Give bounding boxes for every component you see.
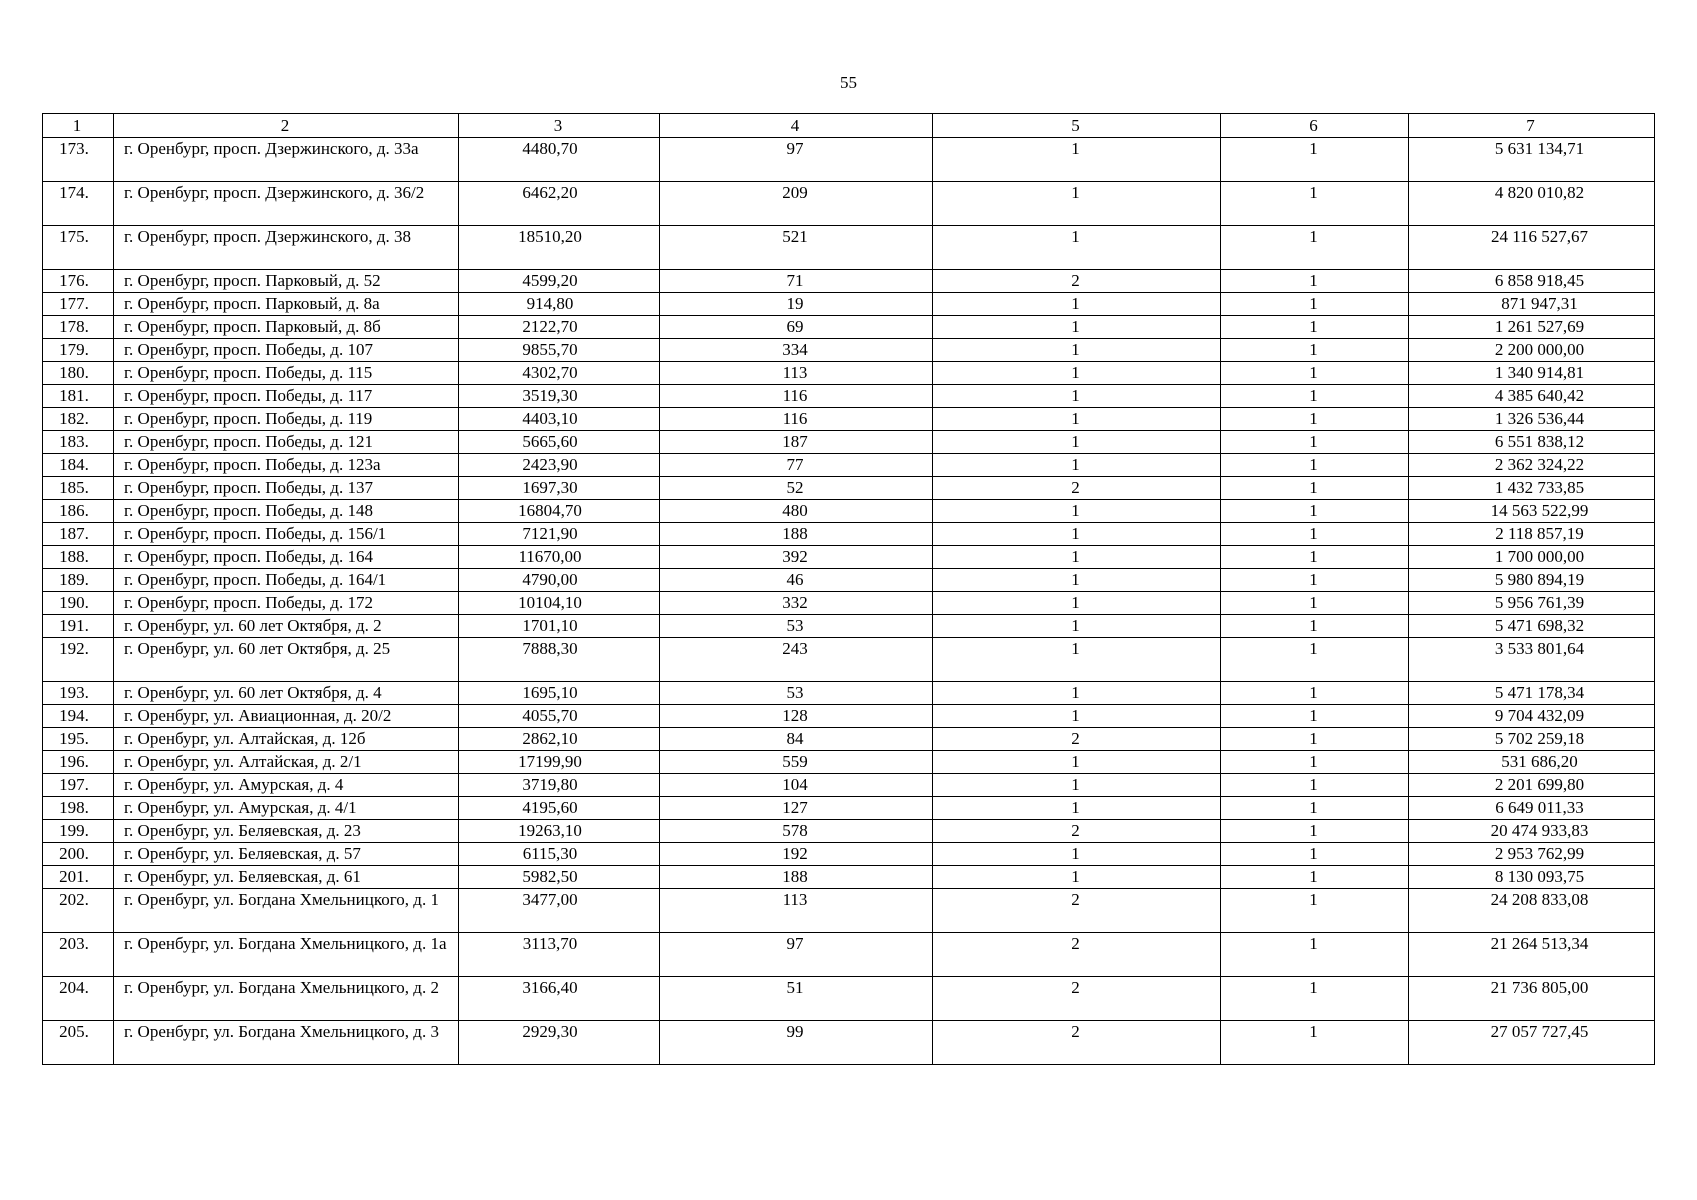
- residents-cell: 53: [660, 615, 933, 638]
- col6-cell: 1: [1221, 477, 1409, 500]
- address-cell: г. Оренбург, просп. Дзержинского, д. 38: [114, 226, 459, 270]
- table-row: [43, 638, 1655, 682]
- col5-cell: 2: [933, 1021, 1221, 1065]
- area-cell: 1695,10: [459, 682, 660, 705]
- col5-cell: 1: [933, 866, 1221, 889]
- residents-cell: 480: [660, 500, 933, 523]
- amount-cell: 531 686,20: [1409, 751, 1655, 774]
- residents-cell: 559: [660, 751, 933, 774]
- table-row: [43, 820, 1655, 843]
- table-row: [43, 138, 1655, 182]
- row-number-cell: 190.: [43, 592, 114, 615]
- table-row: [43, 889, 1655, 933]
- col6-cell: 1: [1221, 843, 1409, 866]
- address-cell: г. Оренбург, просп. Победы, д. 123а: [114, 454, 459, 477]
- address-cell: г. Оренбург, просп. Победы, д. 164/1: [114, 569, 459, 592]
- address-cell: г. Оренбург, просп. Победы, д. 117: [114, 385, 459, 408]
- table-row: [43, 316, 1655, 339]
- table-row: [43, 751, 1655, 774]
- residents-cell: 113: [660, 362, 933, 385]
- col6-cell: 1: [1221, 523, 1409, 546]
- table-row: [43, 431, 1655, 454]
- area-cell: 5665,60: [459, 431, 660, 454]
- amount-cell: 27 057 727,45: [1409, 1021, 1655, 1065]
- residents-cell: 243: [660, 638, 933, 682]
- address-cell: г. Оренбург, ул. 60 лет Октября, д. 4: [114, 682, 459, 705]
- table-row: [43, 293, 1655, 316]
- row-number-cell: 188.: [43, 546, 114, 569]
- col5-cell: 1: [933, 797, 1221, 820]
- col5-cell: 1: [933, 751, 1221, 774]
- table-row: [43, 615, 1655, 638]
- amount-cell: 5 631 134,71: [1409, 138, 1655, 182]
- amount-cell: 2 201 699,80: [1409, 774, 1655, 797]
- column-header: 7: [1409, 114, 1655, 138]
- col5-cell: 1: [933, 431, 1221, 454]
- residents-cell: 334: [660, 339, 933, 362]
- address-cell: г. Оренбург, ул. Богдана Хмельницкого, д. 3: [114, 1021, 459, 1065]
- residents-cell: 392: [660, 546, 933, 569]
- col5-cell: 1: [933, 454, 1221, 477]
- col5-cell: 1: [933, 138, 1221, 182]
- amount-cell: 6 649 011,33: [1409, 797, 1655, 820]
- address-cell: г. Оренбург, просп. Дзержинского, д. 36/2: [114, 182, 459, 226]
- row-number-cell: 181.: [43, 385, 114, 408]
- area-cell: 6462,20: [459, 182, 660, 226]
- table-row: [43, 682, 1655, 705]
- address-cell: г. Оренбург, просп. Победы, д. 137: [114, 477, 459, 500]
- col5-cell: 1: [933, 385, 1221, 408]
- row-number-cell: 185.: [43, 477, 114, 500]
- amount-cell: 9 704 432,09: [1409, 705, 1655, 728]
- area-cell: 19263,10: [459, 820, 660, 843]
- column-header: 5: [933, 114, 1221, 138]
- page-number: 55: [840, 73, 857, 92]
- residents-cell: 332: [660, 592, 933, 615]
- col5-cell: 2: [933, 977, 1221, 1021]
- residents-cell: 71: [660, 270, 933, 293]
- col5-cell: 1: [933, 592, 1221, 615]
- area-cell: 10104,10: [459, 592, 660, 615]
- address-cell: г. Оренбург, ул. 60 лет Октября, д. 2: [114, 615, 459, 638]
- table-row: [43, 843, 1655, 866]
- area-cell: 3113,70: [459, 933, 660, 977]
- table-row: [43, 977, 1655, 1021]
- col6-cell: 1: [1221, 774, 1409, 797]
- address-cell: г. Оренбург, просп. Дзержинского, д. 33а: [114, 138, 459, 182]
- area-cell: 7121,90: [459, 523, 660, 546]
- area-cell: 3166,40: [459, 977, 660, 1021]
- amount-cell: 5 702 259,18: [1409, 728, 1655, 751]
- address-cell: г. Оренбург, просп. Победы, д. 107: [114, 339, 459, 362]
- col6-cell: 1: [1221, 362, 1409, 385]
- col5-cell: 1: [933, 408, 1221, 431]
- table-row: [43, 728, 1655, 751]
- residents-cell: 116: [660, 385, 933, 408]
- row-number-cell: 191.: [43, 615, 114, 638]
- table-row: [43, 270, 1655, 293]
- col6-cell: 1: [1221, 889, 1409, 933]
- col6-cell: 1: [1221, 385, 1409, 408]
- amount-cell: 3 533 801,64: [1409, 638, 1655, 682]
- table-row: [43, 866, 1655, 889]
- residents-cell: 19: [660, 293, 933, 316]
- area-cell: 4195,60: [459, 797, 660, 820]
- row-number-cell: 180.: [43, 362, 114, 385]
- col6-cell: 1: [1221, 682, 1409, 705]
- row-number-cell: 187.: [43, 523, 114, 546]
- residents-cell: 127: [660, 797, 933, 820]
- row-number-cell: 199.: [43, 820, 114, 843]
- address-cell: г. Оренбург, просп. Победы, д. 115: [114, 362, 459, 385]
- address-cell: г. Оренбург, просп. Победы, д. 119: [114, 408, 459, 431]
- table-row: [43, 705, 1655, 728]
- row-number-cell: 203.: [43, 933, 114, 977]
- address-cell: г. Оренбург, ул. Алтайская, д. 12б: [114, 728, 459, 751]
- col5-cell: 1: [933, 293, 1221, 316]
- col5-cell: 2: [933, 270, 1221, 293]
- col5-cell: 2: [933, 477, 1221, 500]
- address-cell: г. Оренбург, ул. Авиационная, д. 20/2: [114, 705, 459, 728]
- address-cell: г. Оренбург, просп. Парковый, д. 52: [114, 270, 459, 293]
- area-cell: 1701,10: [459, 615, 660, 638]
- amount-cell: 871 947,31: [1409, 293, 1655, 316]
- address-cell: г. Оренбург, ул. 60 лет Октября, д. 25: [114, 638, 459, 682]
- area-cell: 2122,70: [459, 316, 660, 339]
- col6-cell: 1: [1221, 751, 1409, 774]
- residents-cell: 97: [660, 933, 933, 977]
- residents-cell: 51: [660, 977, 933, 1021]
- residents-cell: 77: [660, 454, 933, 477]
- address-cell: г. Оренбург, ул. Беляевская, д. 23: [114, 820, 459, 843]
- header-row: [43, 114, 1655, 138]
- column-header: 1: [43, 114, 114, 138]
- residents-cell: 84: [660, 728, 933, 751]
- table-row: [43, 774, 1655, 797]
- residents-cell: 188: [660, 866, 933, 889]
- residents-cell: 99: [660, 1021, 933, 1065]
- col6-cell: 1: [1221, 339, 1409, 362]
- residents-cell: 46: [660, 569, 933, 592]
- col6-cell: 1: [1221, 638, 1409, 682]
- row-number-cell: 176.: [43, 270, 114, 293]
- table-row: [43, 339, 1655, 362]
- amount-cell: 1 432 733,85: [1409, 477, 1655, 500]
- table-row: [43, 182, 1655, 226]
- amount-cell: 2 200 000,00: [1409, 339, 1655, 362]
- col5-cell: 1: [933, 569, 1221, 592]
- area-cell: 17199,90: [459, 751, 660, 774]
- amount-cell: 6 858 918,45: [1409, 270, 1655, 293]
- address-cell: г. Оренбург, просп. Парковый, д. 8б: [114, 316, 459, 339]
- col5-cell: 2: [933, 728, 1221, 751]
- area-cell: 4599,20: [459, 270, 660, 293]
- residents-cell: 69: [660, 316, 933, 339]
- col6-cell: 1: [1221, 138, 1409, 182]
- area-cell: 4302,70: [459, 362, 660, 385]
- area-cell: 4790,00: [459, 569, 660, 592]
- table-row: [43, 546, 1655, 569]
- col5-cell: 1: [933, 316, 1221, 339]
- table-body: [43, 138, 1655, 1065]
- row-number-cell: 194.: [43, 705, 114, 728]
- residents-cell: 104: [660, 774, 933, 797]
- row-number-cell: 204.: [43, 977, 114, 1021]
- area-cell: 3519,30: [459, 385, 660, 408]
- col5-cell: 1: [933, 843, 1221, 866]
- residents-cell: 187: [660, 431, 933, 454]
- area-cell: 2862,10: [459, 728, 660, 751]
- table-row: [43, 362, 1655, 385]
- col6-cell: 1: [1221, 408, 1409, 431]
- table-row: [43, 569, 1655, 592]
- table-row: [43, 500, 1655, 523]
- row-number-cell: 182.: [43, 408, 114, 431]
- col6-cell: 1: [1221, 270, 1409, 293]
- address-cell: г. Оренбург, просп. Победы, д. 164: [114, 546, 459, 569]
- amount-cell: 4 385 640,42: [1409, 385, 1655, 408]
- amount-cell: 24 116 527,67: [1409, 226, 1655, 270]
- col6-cell: 1: [1221, 977, 1409, 1021]
- row-number-cell: 186.: [43, 500, 114, 523]
- col6-cell: 1: [1221, 615, 1409, 638]
- residents-cell: 113: [660, 889, 933, 933]
- area-cell: 3719,80: [459, 774, 660, 797]
- residents-cell: 116: [660, 408, 933, 431]
- area-cell: 16804,70: [459, 500, 660, 523]
- column-header: 2: [114, 114, 459, 138]
- column-header: 3: [459, 114, 660, 138]
- area-cell: 2929,30: [459, 1021, 660, 1065]
- amount-cell: 8 130 093,75: [1409, 866, 1655, 889]
- area-cell: 914,80: [459, 293, 660, 316]
- col5-cell: 1: [933, 523, 1221, 546]
- col6-cell: 1: [1221, 500, 1409, 523]
- address-cell: г. Оренбург, просп. Победы, д. 121: [114, 431, 459, 454]
- residents-cell: 97: [660, 138, 933, 182]
- residents-cell: 521: [660, 226, 933, 270]
- residents-cell: 578: [660, 820, 933, 843]
- address-cell: г. Оренбург, ул. Беляевская, д. 57: [114, 843, 459, 866]
- col6-cell: 1: [1221, 1021, 1409, 1065]
- row-number-cell: 202.: [43, 889, 114, 933]
- amount-cell: 1 261 527,69: [1409, 316, 1655, 339]
- table-row: [43, 408, 1655, 431]
- row-number-cell: 198.: [43, 797, 114, 820]
- amount-cell: 5 956 761,39: [1409, 592, 1655, 615]
- address-cell: г. Оренбург, ул. Богдана Хмельницкого, д. 1а: [114, 933, 459, 977]
- residents-cell: 192: [660, 843, 933, 866]
- amount-cell: 20 474 933,83: [1409, 820, 1655, 843]
- area-cell: 7888,30: [459, 638, 660, 682]
- col5-cell: 1: [933, 705, 1221, 728]
- residents-cell: 188: [660, 523, 933, 546]
- row-number-cell: 197.: [43, 774, 114, 797]
- table-row: [43, 1021, 1655, 1065]
- table-header: [43, 114, 1655, 138]
- col5-cell: 1: [933, 339, 1221, 362]
- amount-cell: 1 326 536,44: [1409, 408, 1655, 431]
- row-number-cell: 183.: [43, 431, 114, 454]
- amount-cell: 6 551 838,12: [1409, 431, 1655, 454]
- column-header: 6: [1221, 114, 1409, 138]
- registry-table: [42, 113, 1655, 1065]
- table-row: [43, 592, 1655, 615]
- area-cell: 1697,30: [459, 477, 660, 500]
- area-cell: 4480,70: [459, 138, 660, 182]
- col6-cell: 1: [1221, 866, 1409, 889]
- col6-cell: 1: [1221, 933, 1409, 977]
- col6-cell: 1: [1221, 592, 1409, 615]
- col6-cell: 1: [1221, 316, 1409, 339]
- area-cell: 18510,20: [459, 226, 660, 270]
- address-cell: г. Оренбург, ул. Богдана Хмельницкого, д. 1: [114, 889, 459, 933]
- col6-cell: 1: [1221, 820, 1409, 843]
- col6-cell: 1: [1221, 705, 1409, 728]
- amount-cell: 21 736 805,00: [1409, 977, 1655, 1021]
- residents-cell: 53: [660, 682, 933, 705]
- area-cell: 2423,90: [459, 454, 660, 477]
- address-cell: г. Оренбург, просп. Победы, д. 172: [114, 592, 459, 615]
- table-row: [43, 933, 1655, 977]
- address-cell: г. Оренбург, ул. Амурская, д. 4/1: [114, 797, 459, 820]
- col5-cell: 2: [933, 933, 1221, 977]
- row-number-cell: 174.: [43, 182, 114, 226]
- row-number-cell: 184.: [43, 454, 114, 477]
- address-cell: г. Оренбург, ул. Алтайская, д. 2/1: [114, 751, 459, 774]
- col6-cell: 1: [1221, 569, 1409, 592]
- address-cell: г. Оренбург, просп. Победы, д. 148: [114, 500, 459, 523]
- amount-cell: 5 980 894,19: [1409, 569, 1655, 592]
- address-cell: г. Оренбург, просп. Победы, д. 156/1: [114, 523, 459, 546]
- amount-cell: 14 563 522,99: [1409, 500, 1655, 523]
- amount-cell: 21 264 513,34: [1409, 933, 1655, 977]
- col5-cell: 1: [933, 774, 1221, 797]
- residents-cell: 128: [660, 705, 933, 728]
- col5-cell: 1: [933, 500, 1221, 523]
- amount-cell: 2 118 857,19: [1409, 523, 1655, 546]
- col6-cell: 1: [1221, 797, 1409, 820]
- col6-cell: 1: [1221, 728, 1409, 751]
- row-number-cell: 193.: [43, 682, 114, 705]
- amount-cell: 2 362 324,22: [1409, 454, 1655, 477]
- row-number-cell: 179.: [43, 339, 114, 362]
- area-cell: 3477,00: [459, 889, 660, 933]
- area-cell: 6115,30: [459, 843, 660, 866]
- row-number-cell: 196.: [43, 751, 114, 774]
- col5-cell: 2: [933, 820, 1221, 843]
- area-cell: 9855,70: [459, 339, 660, 362]
- row-number-cell: 200.: [43, 843, 114, 866]
- amount-cell: 24 208 833,08: [1409, 889, 1655, 933]
- col5-cell: 1: [933, 682, 1221, 705]
- col6-cell: 1: [1221, 431, 1409, 454]
- col5-cell: 2: [933, 889, 1221, 933]
- amount-cell: 5 471 178,34: [1409, 682, 1655, 705]
- amount-cell: 5 471 698,32: [1409, 615, 1655, 638]
- address-cell: г. Оренбург, просп. Парковый, д. 8а: [114, 293, 459, 316]
- amount-cell: 2 953 762,99: [1409, 843, 1655, 866]
- col6-cell: 1: [1221, 454, 1409, 477]
- address-cell: г. Оренбург, ул. Беляевская, д. 61: [114, 866, 459, 889]
- row-number-cell: 178.: [43, 316, 114, 339]
- amount-cell: 1 700 000,00: [1409, 546, 1655, 569]
- table-row: [43, 385, 1655, 408]
- area-cell: 4403,10: [459, 408, 660, 431]
- row-number-cell: 175.: [43, 226, 114, 270]
- table-row: [43, 477, 1655, 500]
- row-number-cell: 201.: [43, 866, 114, 889]
- row-number-cell: 189.: [43, 569, 114, 592]
- area-cell: 5982,50: [459, 866, 660, 889]
- col6-cell: 1: [1221, 546, 1409, 569]
- table-row: [43, 226, 1655, 270]
- address-cell: г. Оренбург, ул. Богдана Хмельницкого, д. 2: [114, 977, 459, 1021]
- address-cell: г. Оренбург, ул. Амурская, д. 4: [114, 774, 459, 797]
- column-header: 4: [660, 114, 933, 138]
- row-number-cell: 195.: [43, 728, 114, 751]
- col5-cell: 1: [933, 546, 1221, 569]
- col6-cell: 1: [1221, 293, 1409, 316]
- row-number-cell: 192.: [43, 638, 114, 682]
- col5-cell: 1: [933, 615, 1221, 638]
- table-row: [43, 454, 1655, 477]
- area-cell: 11670,00: [459, 546, 660, 569]
- residents-cell: 209: [660, 182, 933, 226]
- row-number-cell: 173.: [43, 138, 114, 182]
- residents-cell: 52: [660, 477, 933, 500]
- col6-cell: 1: [1221, 182, 1409, 226]
- col5-cell: 1: [933, 638, 1221, 682]
- col5-cell: 1: [933, 182, 1221, 226]
- row-number-cell: 205.: [43, 1021, 114, 1065]
- table-row: [43, 797, 1655, 820]
- table-row: [43, 523, 1655, 546]
- col5-cell: 1: [933, 362, 1221, 385]
- area-cell: 4055,70: [459, 705, 660, 728]
- col5-cell: 1: [933, 226, 1221, 270]
- amount-cell: 4 820 010,82: [1409, 182, 1655, 226]
- amount-cell: 1 340 914,81: [1409, 362, 1655, 385]
- col6-cell: 1: [1221, 226, 1409, 270]
- row-number-cell: 177.: [43, 293, 114, 316]
